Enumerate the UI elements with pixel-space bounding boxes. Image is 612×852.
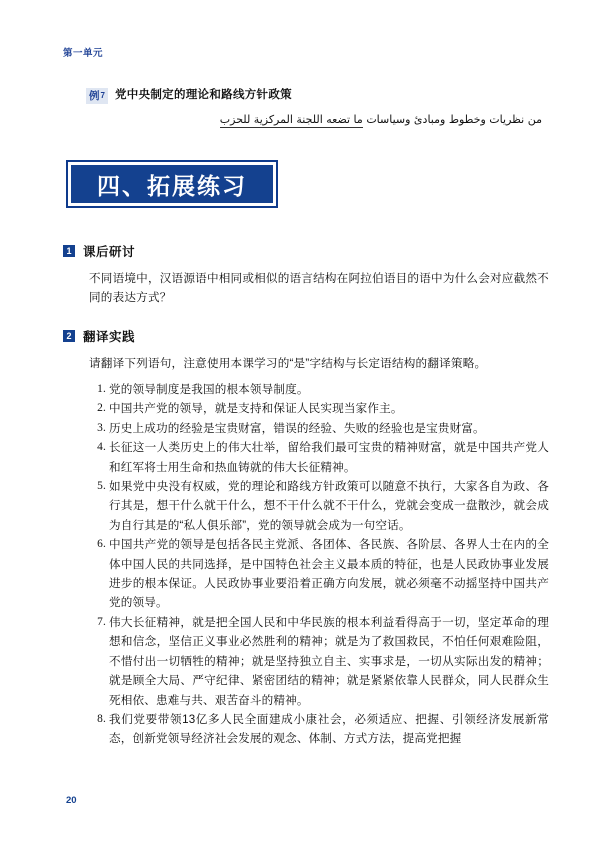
task-1 — [63, 242, 549, 307]
task-2 — [63, 327, 549, 749]
example-arabic-rest: من نظريات وخطوط ومبادئ وسياسات — [366, 113, 542, 126]
list-item-index: 6. — [97, 538, 106, 551]
list-item — [89, 710, 549, 749]
example-chinese-text: 党中央制定的理论和路线方针政策 — [114, 89, 292, 101]
task-2-header — [63, 327, 549, 345]
example-tag-label: 例 — [89, 90, 100, 102]
list-item — [89, 477, 549, 535]
task-2-body — [89, 354, 549, 373]
list-item — [89, 380, 549, 399]
list-item-index: 3. — [97, 421, 106, 434]
list-item — [89, 535, 549, 613]
task-1-body — [89, 269, 549, 307]
task-2-title: 翻译实践 — [83, 330, 136, 344]
list-item — [89, 613, 549, 710]
list-item-index: 1. — [97, 383, 106, 395]
task-1-number: 1 — [63, 245, 75, 257]
list-item-text: 我们党要带领13亿多人民全面建成小康社会，必须适应、把握、引领经济发展新常态，创新党领导经济社会发展的观念、体制、方式方法，提高党把握 — [109, 712, 549, 746]
section-banner — [66, 160, 278, 208]
task-1-paragraph: 不同语境中，汉语源语中相同或相似的语言结构在阿拉伯语目的语中为什么会对应截然不同的表达方式？ — [89, 272, 549, 304]
list-item-index: 2. — [97, 402, 106, 415]
section-banner-title: 四、拓展练习 — [71, 165, 273, 203]
task-1-title: 课后研讨 — [83, 245, 136, 259]
list-item — [89, 438, 549, 477]
running-head: 第一单元 — [63, 48, 104, 59]
example-arabic-underlined: ما تضعه اللجنة المركزية للحزب — [219, 113, 363, 126]
list-item-text: 中国共产党的领导，就是支持和保证人民实现当家作主。 — [109, 402, 403, 416]
example-tag-number: 7 — [100, 91, 105, 100]
list-item-index: 7. — [97, 615, 106, 628]
list-item-index: 5. — [97, 480, 106, 493]
example-tag — [86, 88, 108, 104]
list-item-text: 党的领导制度是我国的根本领导制度。 — [109, 383, 309, 396]
task-2-number: 2 — [63, 330, 75, 342]
list-item-text: 如果党中央没有权威，党的理论和路线方针政策可以随意不执行，大家各自为政、各行其是，想干什么就干什么，想不干什么就不干什么，党就会变成一盘散沙，就会成为自行其是的“私人俱乐部”，党的领导就会成为一句空话。 — [109, 480, 549, 532]
list-item-text: 长征这一人类历史上的伟大壮举，留给我们最可宝贵的精神财富，就是中国共产党人和红军将士用生命和热血铸就的伟大长征精神。 — [109, 441, 549, 474]
list-item-index: 4. — [97, 441, 106, 454]
page-number: 20 — [66, 795, 77, 806]
task-2-paragraph: 请翻译下列语句，注意使用本课学习的“是”字结构与长定语结构的翻译策略。 — [89, 357, 487, 370]
list-item-text: 历史上成功的经验是宝贵财富，错误的经验、失败的经验也是宝贵财富。 — [109, 421, 485, 435]
task-1-header — [63, 242, 549, 260]
list-item — [89, 419, 549, 438]
list-item — [89, 399, 549, 418]
example-row — [86, 88, 546, 104]
list-item-text: 伟大长征精神，就是把全国人民和中华民族的根本利益看得高于一切，坚定革命的理想和信念，坚信正义事业必然胜利的精神；就是为了救国救民，不怕任何艰难险阻，不惜付出一切牺牲的精神；就是坚持独立自主、实事求是，一切从实际出发的精神；就是顾全大局、严守纪律、紧密团结的精神；就是紧紧依靠人民群众，同人民群众生死相依、患难与共、艰苦奋斗的精神。 — [109, 615, 549, 707]
sentence-list — [89, 380, 549, 749]
example-block — [86, 88, 546, 128]
list-item-text: 中国共产党的领导是包括各民主党派、各团体、各民族、各阶层、各界人士在内的全体中国人民的共同选择，是中国特色社会主义最本质的特征，也是人民政协事业发展进步的根本保证。人民政协事业要沿着正确方向发展，就必须毫不动摇坚持中国共产党的领导。 — [109, 538, 549, 610]
list-item-index: 8. — [97, 712, 106, 725]
example-arabic-text — [86, 111, 546, 128]
